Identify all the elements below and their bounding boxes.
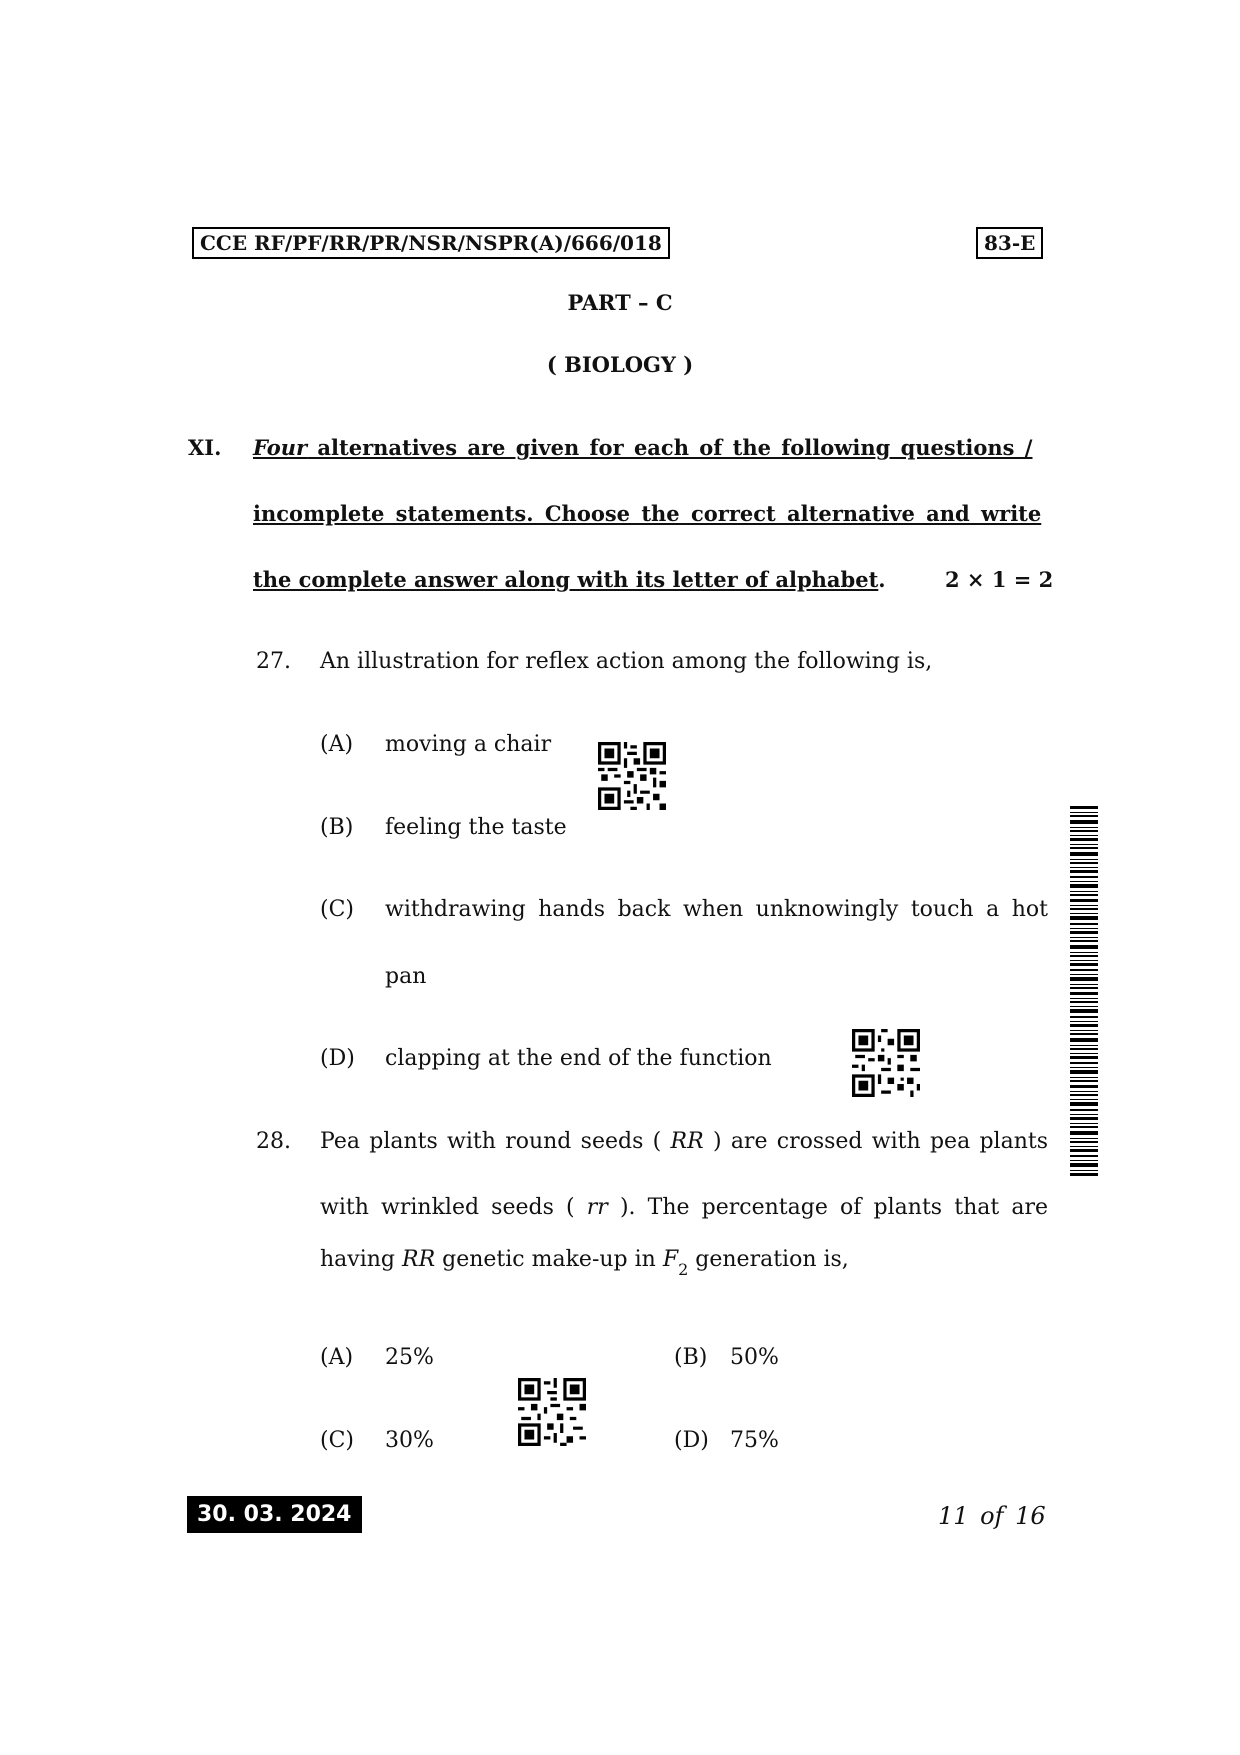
instruction-line-2: incomplete statements. Choose the correct alternative and write	[253, 501, 1042, 526]
q27-option-a-text: moving a chair	[385, 732, 552, 757]
q27-option-a-letter: (A)	[320, 732, 354, 757]
q27-option-b-letter: (B)	[320, 815, 354, 840]
q28-line-1-b: ) are crossed with pea plants	[703, 1129, 1048, 1154]
q28-option-c-text: 30%	[385, 1428, 434, 1453]
q28-rr-recessive: rr	[586, 1195, 608, 1220]
q28-option-a-letter: (A)	[320, 1345, 354, 1370]
q27-option-d-text: clapping at the end of the function	[385, 1046, 772, 1071]
qr-code-icon	[598, 742, 666, 810]
exam-date: 30. 03. 2024	[187, 1496, 362, 1533]
q28-option-b-letter: (B)	[674, 1345, 708, 1370]
q28-line-2-a: with wrinkled seeds (	[320, 1195, 587, 1220]
q28-option-b-text: 50%	[730, 1345, 779, 1370]
marks: 2 × 1 = 2	[945, 567, 1054, 592]
instruction-line-3-period: .	[878, 567, 886, 592]
q28-line-3-rr: RR	[402, 1247, 436, 1272]
q27-option-c-text-cont: pan	[385, 964, 427, 989]
section-number: XI.	[188, 435, 222, 460]
q28-option-c-letter: (C)	[320, 1428, 354, 1453]
q28-line-2	[320, 1194, 1048, 1222]
paper-code: CCE RF/PF/RR/PR/NSR/NSPR(A)/666/018	[200, 231, 662, 255]
qr-code-icon	[518, 1378, 586, 1446]
q28-line-3-c: generation is,	[688, 1247, 849, 1272]
barcode-icon	[1070, 806, 1098, 1176]
q28-option-d-text: 75%	[730, 1428, 779, 1453]
q27-text: An illustration for reflex action among the following is,	[320, 649, 933, 674]
q28-f-symbol: F	[662, 1247, 679, 1272]
subject-heading: ( BIOLOGY )	[546, 352, 694, 377]
paper-code-box	[192, 227, 670, 259]
q27-option-c-text: withdrawing hands back when unknowingly touch a hot	[385, 897, 1048, 922]
q28-line-3-b: genetic make-up in	[435, 1247, 663, 1272]
part-heading: PART – C	[567, 290, 673, 315]
q27-number: 27.	[256, 649, 291, 674]
instruction-line-1	[253, 435, 1043, 460]
q28-number: 28.	[256, 1129, 291, 1154]
q28-f-subscript: 2	[678, 1260, 689, 1280]
q28-line-1	[320, 1128, 1048, 1156]
q28-option-a-text: 25%	[385, 1345, 434, 1370]
q28-line-3-a: having	[320, 1247, 402, 1272]
instruction-line-3	[253, 567, 886, 592]
q28-option-d-letter: (D)	[674, 1428, 709, 1453]
q27-option-d-letter: (D)	[320, 1046, 355, 1071]
page-number: 11 of 16	[938, 1502, 1046, 1530]
q28-line-3	[320, 1246, 849, 1280]
q28-line-2-b: ). The percentage of plants that are	[607, 1195, 1048, 1220]
instruction-line-1-rest: alternatives are given for each of the following questions /	[307, 435, 1033, 460]
instruction-lead: Four	[253, 435, 308, 460]
paper-number: 83-E	[984, 231, 1036, 255]
q27-option-c-letter: (C)	[320, 897, 354, 922]
qr-code-icon	[852, 1029, 920, 1097]
q28-line-1-a: Pea plants with round seeds (	[320, 1129, 671, 1154]
q27-option-b-text: feeling the taste	[385, 815, 567, 840]
paper-number-box	[976, 227, 1043, 259]
q28-rr-genotype: RR	[670, 1129, 704, 1154]
instruction-line-3-text: the complete answer along with its letter of alphabet	[253, 567, 879, 592]
